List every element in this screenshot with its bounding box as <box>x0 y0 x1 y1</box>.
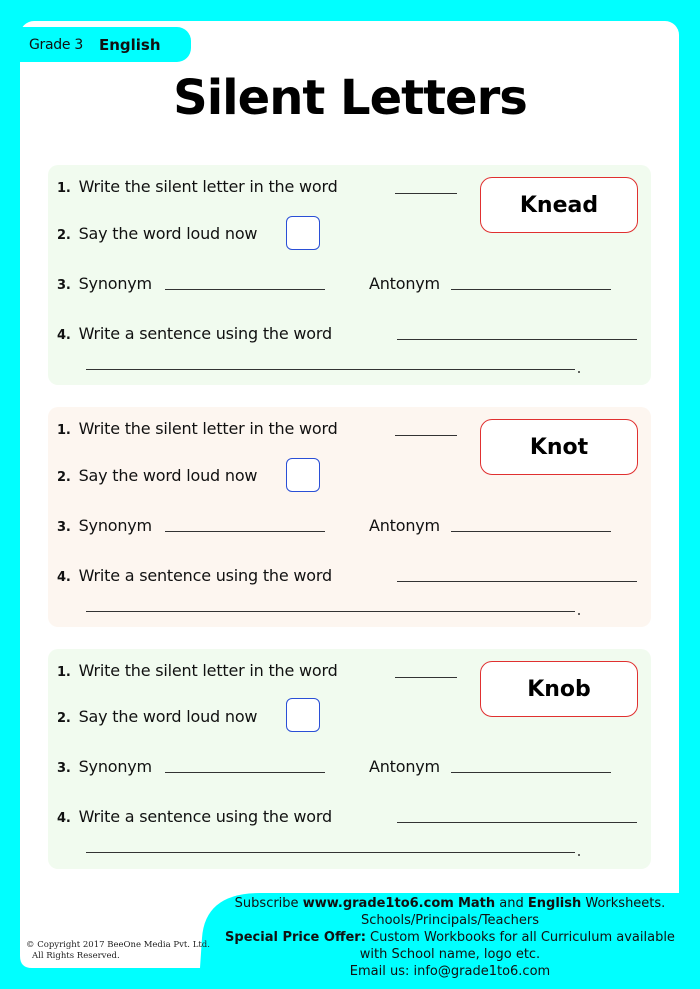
subject-label: English <box>98 35 161 54</box>
sentence-answer-line-2[interactable] <box>86 852 575 853</box>
offer-line: Special Price Offer: Custom Workbooks for all Curriculum available <box>225 930 675 945</box>
audience-line: Schools/Principals/Teachers <box>360 913 540 928</box>
say-word-checkbox[interactable] <box>286 458 320 492</box>
footer-promo <box>200 895 700 980</box>
period-dot <box>578 854 580 856</box>
silent-letter-answer-line[interactable] <box>395 677 457 678</box>
offer-line-2: with School name, logo etc. <box>359 947 541 962</box>
synonym-answer-line[interactable] <box>165 772 325 773</box>
grade-subject-tab <box>20 27 191 62</box>
page-title: Silent Letters <box>173 70 527 126</box>
question-2: 2. Say the word loud now <box>57 466 258 485</box>
sentence-answer-line-2[interactable] <box>86 369 575 370</box>
antonym-answer-line[interactable] <box>451 289 611 290</box>
sentence-answer-line-1[interactable] <box>397 339 637 340</box>
antonym-answer-line[interactable] <box>451 772 611 773</box>
target-word-box: Knead <box>480 177 638 233</box>
period-dot <box>578 613 580 615</box>
question-1: 1. Write the silent letter in the word <box>57 661 338 680</box>
question-4: 4. Write a sentence using the word <box>57 324 332 343</box>
target-word-box: Knob <box>480 661 638 717</box>
antonym-label: Antonym <box>369 274 440 293</box>
subscribe-line: Subscribe www.grade1to6.com Math and English Worksheets. <box>234 896 666 911</box>
antonym-label: Antonym <box>369 516 440 535</box>
synonym-answer-line[interactable] <box>165 289 325 290</box>
sentence-answer-line-2[interactable] <box>86 611 575 612</box>
say-word-checkbox[interactable] <box>286 698 320 732</box>
word-panel-2 <box>48 407 651 627</box>
sentence-answer-line-1[interactable] <box>397 822 637 823</box>
word-panel-1 <box>48 165 651 385</box>
email-line[interactable]: Email us: info@grade1to6.com <box>349 964 551 979</box>
question-3: 3. Synonym <box>57 274 152 293</box>
antonym-answer-line[interactable] <box>451 531 611 532</box>
period-dot <box>578 371 580 373</box>
question-2: 2. Say the word loud now <box>57 707 258 726</box>
silent-letter-answer-line[interactable] <box>395 193 457 194</box>
synonym-answer-line[interactable] <box>165 531 325 532</box>
target-word-box: Knot <box>480 419 638 475</box>
question-4: 4. Write a sentence using the word <box>57 807 332 826</box>
question-2: 2. Say the word loud now <box>57 224 258 243</box>
sentence-answer-line-1[interactable] <box>397 581 637 582</box>
question-3: 3. Synonym <box>57 516 152 535</box>
grade-label: Grade 3 <box>29 36 83 53</box>
antonym-label: Antonym <box>369 757 440 776</box>
say-word-checkbox[interactable] <box>286 216 320 250</box>
question-1: 1. Write the silent letter in the word <box>57 177 338 196</box>
site-link[interactable]: www.grade1to6.com <box>302 896 454 911</box>
copyright-text: © Copyright 2017 BeeOne Media Pvt. Ltd. All Rights Reserved. <box>26 940 210 961</box>
question-3: 3. Synonym <box>57 757 152 776</box>
question-4: 4. Write a sentence using the word <box>57 566 332 585</box>
question-1: 1. Write the silent letter in the word <box>57 419 338 438</box>
silent-letter-answer-line[interactable] <box>395 435 457 436</box>
word-panel-3 <box>48 649 651 869</box>
